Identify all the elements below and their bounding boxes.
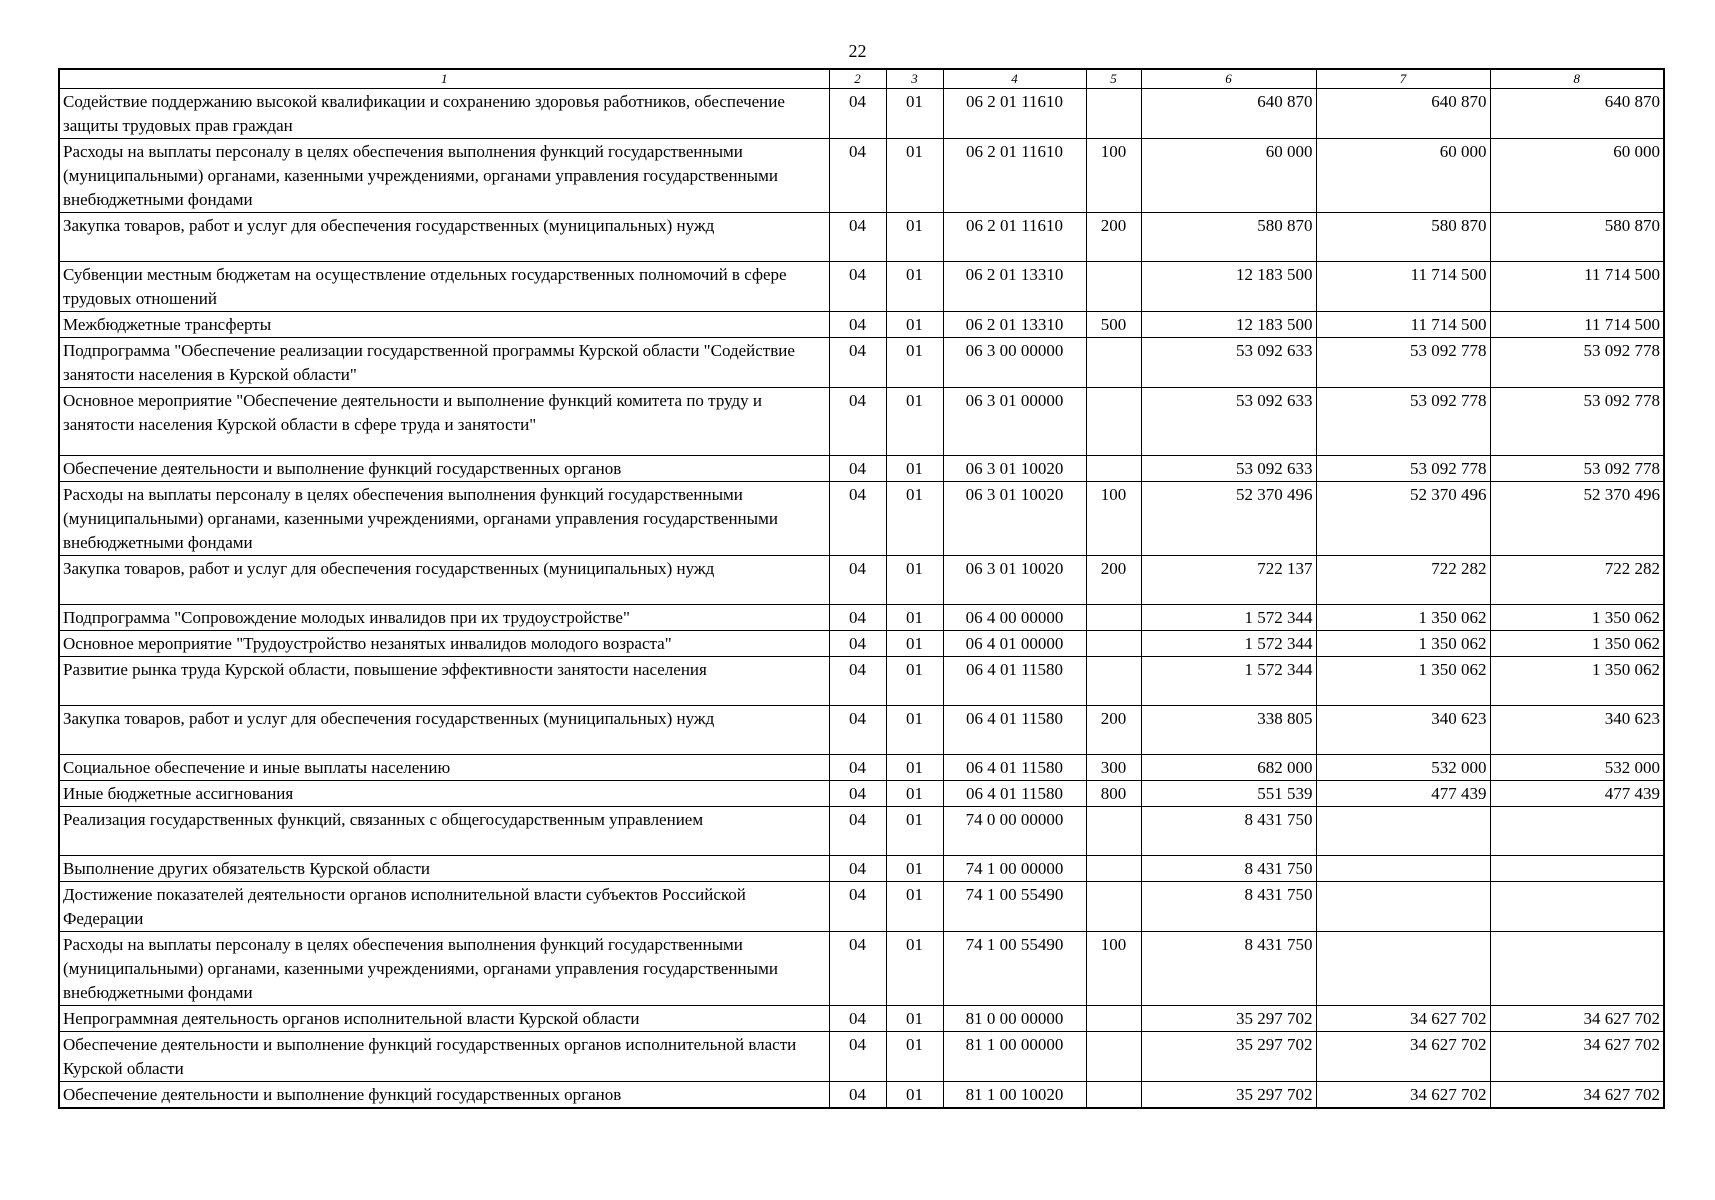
amount-year3-cell: 580 870	[1490, 213, 1664, 262]
row-name-cell: Развитие рынка труда Курской области, повышение эффективности занятости населения	[59, 657, 829, 706]
subsection-code-cell: 01	[886, 605, 943, 631]
amount-year3-cell: 53 092 778	[1490, 456, 1664, 482]
subsection-code-cell: 01	[886, 1032, 943, 1082]
row-name-cell: Расходы на выплаты персоналу в целях обеспечения выполнения функций государственными (муниципальными) органами, казенными учреждениями, органами управления государственными внебюджетными фондами	[59, 932, 829, 1006]
section-code-cell: 04	[829, 631, 886, 657]
row-name-cell: Подпрограмма "Обеспечение реализации государственной программы Курской области "Содействие занятости населения в Курской области"	[59, 338, 829, 388]
subsection-code-cell: 01	[886, 706, 943, 755]
amount-year3-cell: 1 350 062	[1490, 631, 1664, 657]
row-name-cell: Иные бюджетные ассигнования	[59, 781, 829, 807]
amount-year3-cell: 52 370 496	[1490, 482, 1664, 556]
row-name-cell: Основное мероприятие "Обеспечение деятельности и выполнение функций комитета по труду и занятости населения Курской области в сфере труда и занятости"	[59, 388, 829, 456]
subsection-code-cell: 01	[886, 139, 943, 213]
subsection-code-cell: 01	[886, 781, 943, 807]
table-row	[59, 856, 1664, 882]
expense-type-code-cell	[1086, 807, 1141, 856]
column-header: 2	[829, 69, 886, 89]
section-code-cell: 04	[829, 1032, 886, 1082]
expense-type-code-cell	[1086, 882, 1141, 932]
amount-year3-cell: 53 092 778	[1490, 338, 1664, 388]
amount-year1-cell: 12 183 500	[1141, 312, 1316, 338]
table-row	[59, 631, 1664, 657]
amount-year1-cell: 53 092 633	[1141, 456, 1316, 482]
amount-year3-cell	[1490, 882, 1664, 932]
section-code-cell: 04	[829, 882, 886, 932]
row-name-cell: Достижение показателей деятельности органов исполнительной власти субъектов Российской Федерации	[59, 882, 829, 932]
amount-year2-cell: 11 714 500	[1316, 262, 1490, 312]
target-article-code-cell: 06 4 01 00000	[943, 631, 1086, 657]
expense-type-code-cell: 300	[1086, 755, 1141, 781]
expense-type-code-cell	[1086, 657, 1141, 706]
expense-type-code-cell	[1086, 631, 1141, 657]
target-article-code-cell: 06 3 01 10020	[943, 456, 1086, 482]
section-code-cell: 04	[829, 781, 886, 807]
subsection-code-cell: 01	[886, 388, 943, 456]
amount-year1-cell: 8 431 750	[1141, 882, 1316, 932]
amount-year1-cell: 52 370 496	[1141, 482, 1316, 556]
subsection-code-cell: 01	[886, 932, 943, 1006]
table-row	[59, 556, 1664, 605]
amount-year3-cell: 1 350 062	[1490, 605, 1664, 631]
expense-type-code-cell: 100	[1086, 139, 1141, 213]
row-name-cell: Закупка товаров, работ и услуг для обеспечения государственных (муниципальных) нужд	[59, 213, 829, 262]
section-code-cell: 04	[829, 706, 886, 755]
target-article-code-cell: 06 2 01 13310	[943, 262, 1086, 312]
column-header: 4	[943, 69, 1086, 89]
amount-year2-cell	[1316, 856, 1490, 882]
section-code-cell: 04	[829, 755, 886, 781]
subsection-code-cell: 01	[886, 262, 943, 312]
amount-year2-cell	[1316, 932, 1490, 1006]
section-code-cell: 04	[829, 856, 886, 882]
expense-type-code-cell: 200	[1086, 556, 1141, 605]
column-header: 6	[1141, 69, 1316, 89]
target-article-code-cell: 81 0 00 00000	[943, 1006, 1086, 1032]
amount-year1-cell: 1 572 344	[1141, 605, 1316, 631]
target-article-code-cell: 06 3 01 00000	[943, 388, 1086, 456]
amount-year1-cell: 1 572 344	[1141, 657, 1316, 706]
amount-year2-cell: 340 623	[1316, 706, 1490, 755]
section-code-cell: 04	[829, 262, 886, 312]
amount-year2-cell: 53 092 778	[1316, 388, 1490, 456]
amount-year3-cell: 11 714 500	[1490, 312, 1664, 338]
amount-year3-cell: 11 714 500	[1490, 262, 1664, 312]
row-name-cell: Обеспечение деятельности и выполнение функций государственных органов	[59, 456, 829, 482]
row-name-cell: Социальное обеспечение и иные выплаты населению	[59, 755, 829, 781]
amount-year2-cell	[1316, 807, 1490, 856]
target-article-code-cell: 74 1 00 00000	[943, 856, 1086, 882]
amount-year2-cell: 640 870	[1316, 89, 1490, 139]
table-row	[59, 882, 1664, 932]
amount-year1-cell: 35 297 702	[1141, 1082, 1316, 1109]
table-row	[59, 1032, 1664, 1082]
amount-year1-cell: 580 870	[1141, 213, 1316, 262]
column-header: 8	[1490, 69, 1664, 89]
amount-year3-cell: 640 870	[1490, 89, 1664, 139]
amount-year1-cell: 722 137	[1141, 556, 1316, 605]
column-number-row	[59, 69, 1664, 89]
expense-type-code-cell: 500	[1086, 312, 1141, 338]
table-row	[59, 139, 1664, 213]
target-article-code-cell: 06 2 01 13310	[943, 312, 1086, 338]
amount-year2-cell: 722 282	[1316, 556, 1490, 605]
table-row	[59, 755, 1664, 781]
table-row	[59, 89, 1664, 139]
expense-type-code-cell	[1086, 856, 1141, 882]
column-header: 7	[1316, 69, 1490, 89]
section-code-cell: 04	[829, 556, 886, 605]
table-row	[59, 213, 1664, 262]
target-article-code-cell: 06 4 01 11580	[943, 755, 1086, 781]
amount-year1-cell: 60 000	[1141, 139, 1316, 213]
subsection-code-cell: 01	[886, 807, 943, 856]
row-name-cell: Подпрограмма "Сопровождение молодых инвалидов при их трудоустройстве"	[59, 605, 829, 631]
amount-year3-cell: 34 627 702	[1490, 1006, 1664, 1032]
amount-year2-cell	[1316, 882, 1490, 932]
target-article-code-cell: 06 4 01 11580	[943, 706, 1086, 755]
subsection-code-cell: 01	[886, 89, 943, 139]
amount-year2-cell: 477 439	[1316, 781, 1490, 807]
target-article-code-cell: 06 3 01 10020	[943, 482, 1086, 556]
amount-year1-cell: 8 431 750	[1141, 856, 1316, 882]
expense-type-code-cell	[1086, 1006, 1141, 1032]
row-name-cell: Основное мероприятие "Трудоустройство незанятых инвалидов молодого возраста"	[59, 631, 829, 657]
row-name-cell: Субвенции местным бюджетам на осуществление отдельных государственных полномочий в сфере трудовых отношений	[59, 262, 829, 312]
section-code-cell: 04	[829, 605, 886, 631]
table-row	[59, 388, 1664, 456]
expense-type-code-cell: 100	[1086, 932, 1141, 1006]
column-header: 3	[886, 69, 943, 89]
amount-year1-cell: 338 805	[1141, 706, 1316, 755]
row-name-cell: Содействие поддержанию высокой квалификации и сохранению здоровья работников, обеспечение защиты трудовых прав граждан	[59, 89, 829, 139]
expense-type-code-cell	[1086, 1082, 1141, 1109]
subsection-code-cell: 01	[886, 482, 943, 556]
expense-type-code-cell	[1086, 89, 1141, 139]
section-code-cell: 04	[829, 139, 886, 213]
page-number: 22	[848, 41, 867, 61]
table-row	[59, 1006, 1664, 1032]
amount-year2-cell: 11 714 500	[1316, 312, 1490, 338]
expense-type-code-cell: 200	[1086, 213, 1141, 262]
subsection-code-cell: 01	[886, 1006, 943, 1032]
section-code-cell: 04	[829, 89, 886, 139]
subsection-code-cell: 01	[886, 456, 943, 482]
amount-year1-cell: 53 092 633	[1141, 388, 1316, 456]
target-article-code-cell: 06 2 01 11610	[943, 213, 1086, 262]
subsection-code-cell: 01	[886, 312, 943, 338]
section-code-cell: 04	[829, 388, 886, 456]
amount-year3-cell: 722 282	[1490, 556, 1664, 605]
row-name-cell: Расходы на выплаты персоналу в целях обеспечения выполнения функций государственными (муниципальными) органами, казенными учреждениями, органами управления государственными внебюджетными фондами	[59, 139, 829, 213]
amount-year1-cell: 551 539	[1141, 781, 1316, 807]
amount-year3-cell: 34 627 702	[1490, 1032, 1664, 1082]
target-article-code-cell: 74 1 00 55490	[943, 932, 1086, 1006]
amount-year1-cell: 8 431 750	[1141, 807, 1316, 856]
section-code-cell: 04	[829, 657, 886, 706]
amount-year2-cell: 1 350 062	[1316, 605, 1490, 631]
table-row	[59, 605, 1664, 631]
target-article-code-cell: 74 0 00 00000	[943, 807, 1086, 856]
subsection-code-cell: 01	[886, 1082, 943, 1109]
row-name-cell: Обеспечение деятельности и выполнение функций государственных органов исполнительной власти Курской области	[59, 1032, 829, 1082]
subsection-code-cell: 01	[886, 556, 943, 605]
subsection-code-cell: 01	[886, 213, 943, 262]
amount-year2-cell: 1 350 062	[1316, 631, 1490, 657]
table-row	[59, 932, 1664, 1006]
amount-year2-cell: 53 092 778	[1316, 338, 1490, 388]
row-name-cell: Межбюджетные трансферты	[59, 312, 829, 338]
row-name-cell: Выполнение других обязательств Курской области	[59, 856, 829, 882]
target-article-code-cell: 06 2 01 11610	[943, 89, 1086, 139]
subsection-code-cell: 01	[886, 631, 943, 657]
table-row	[59, 312, 1664, 338]
target-article-code-cell: 06 4 01 11580	[943, 657, 1086, 706]
expense-type-code-cell	[1086, 338, 1141, 388]
table-row	[59, 262, 1664, 312]
expense-type-code-cell	[1086, 1032, 1141, 1082]
amount-year3-cell: 34 627 702	[1490, 1082, 1664, 1109]
subsection-code-cell: 01	[886, 338, 943, 388]
subsection-code-cell: 01	[886, 657, 943, 706]
target-article-code-cell: 06 4 00 00000	[943, 605, 1086, 631]
subsection-code-cell: 01	[886, 755, 943, 781]
expense-type-code-cell: 800	[1086, 781, 1141, 807]
table-row	[59, 807, 1664, 856]
amount-year1-cell: 35 297 702	[1141, 1006, 1316, 1032]
budget-table	[58, 68, 1665, 1109]
expense-type-code-cell	[1086, 456, 1141, 482]
target-article-code-cell: 06 3 01 10020	[943, 556, 1086, 605]
amount-year1-cell: 682 000	[1141, 755, 1316, 781]
amount-year1-cell: 35 297 702	[1141, 1032, 1316, 1082]
row-name-cell: Непрограммная деятельность органов исполнительной власти Курской области	[59, 1006, 829, 1032]
section-code-cell: 04	[829, 1082, 886, 1109]
table-row	[59, 706, 1664, 755]
amount-year3-cell: 477 439	[1490, 781, 1664, 807]
column-header: 1	[59, 69, 829, 89]
subsection-code-cell: 01	[886, 882, 943, 932]
table-row	[59, 1082, 1664, 1109]
target-article-code-cell: 06 4 01 11580	[943, 781, 1086, 807]
row-name-cell: Реализация государственных функций, связанных с общегосударственным управлением	[59, 807, 829, 856]
row-name-cell: Закупка товаров, работ и услуг для обеспечения государственных (муниципальных) нужд	[59, 706, 829, 755]
section-code-cell: 04	[829, 1006, 886, 1032]
amount-year2-cell: 532 000	[1316, 755, 1490, 781]
column-header: 5	[1086, 69, 1141, 89]
amount-year3-cell: 340 623	[1490, 706, 1664, 755]
row-name-cell: Закупка товаров, работ и услуг для обеспечения государственных (муниципальных) нужд	[59, 556, 829, 605]
section-code-cell: 04	[829, 456, 886, 482]
expense-type-code-cell: 100	[1086, 482, 1141, 556]
table-row	[59, 456, 1664, 482]
table-row	[59, 482, 1664, 556]
section-code-cell: 04	[829, 338, 886, 388]
amount-year2-cell: 34 627 702	[1316, 1032, 1490, 1082]
target-article-code-cell: 81 1 00 10020	[943, 1082, 1086, 1109]
table-row	[59, 657, 1664, 706]
amount-year1-cell: 8 431 750	[1141, 932, 1316, 1006]
amount-year2-cell: 1 350 062	[1316, 657, 1490, 706]
amount-year2-cell: 34 627 702	[1316, 1082, 1490, 1109]
amount-year2-cell: 53 092 778	[1316, 456, 1490, 482]
section-code-cell: 04	[829, 932, 886, 1006]
subsection-code-cell: 01	[886, 856, 943, 882]
amount-year1-cell: 53 092 633	[1141, 338, 1316, 388]
table-row	[59, 338, 1664, 388]
section-code-cell: 04	[829, 312, 886, 338]
amount-year3-cell	[1490, 856, 1664, 882]
target-article-code-cell: 74 1 00 55490	[943, 882, 1086, 932]
amount-year1-cell: 1 572 344	[1141, 631, 1316, 657]
amount-year3-cell: 53 092 778	[1490, 388, 1664, 456]
section-code-cell: 04	[829, 807, 886, 856]
target-article-code-cell: 06 2 01 11610	[943, 139, 1086, 213]
row-name-cell: Расходы на выплаты персоналу в целях обеспечения выполнения функций государственными (муниципальными) органами, казенными учреждениями, органами управления государственными внебюджетными фондами	[59, 482, 829, 556]
amount-year3-cell: 60 000	[1490, 139, 1664, 213]
target-article-code-cell: 81 1 00 00000	[943, 1032, 1086, 1082]
expense-type-code-cell	[1086, 605, 1141, 631]
row-name-cell: Обеспечение деятельности и выполнение функций государственных органов	[59, 1082, 829, 1109]
amount-year2-cell: 34 627 702	[1316, 1006, 1490, 1032]
amount-year3-cell	[1490, 932, 1664, 1006]
amount-year2-cell: 52 370 496	[1316, 482, 1490, 556]
expense-type-code-cell: 200	[1086, 706, 1141, 755]
expense-type-code-cell	[1086, 262, 1141, 312]
section-code-cell: 04	[829, 482, 886, 556]
amount-year3-cell	[1490, 807, 1664, 856]
expense-type-code-cell	[1086, 388, 1141, 456]
target-article-code-cell: 06 3 00 00000	[943, 338, 1086, 388]
amount-year2-cell: 580 870	[1316, 213, 1490, 262]
amount-year1-cell: 12 183 500	[1141, 262, 1316, 312]
table-row	[59, 781, 1664, 807]
amount-year3-cell: 532 000	[1490, 755, 1664, 781]
amount-year2-cell: 60 000	[1316, 139, 1490, 213]
amount-year1-cell: 640 870	[1141, 89, 1316, 139]
amount-year3-cell: 1 350 062	[1490, 657, 1664, 706]
section-code-cell: 04	[829, 213, 886, 262]
